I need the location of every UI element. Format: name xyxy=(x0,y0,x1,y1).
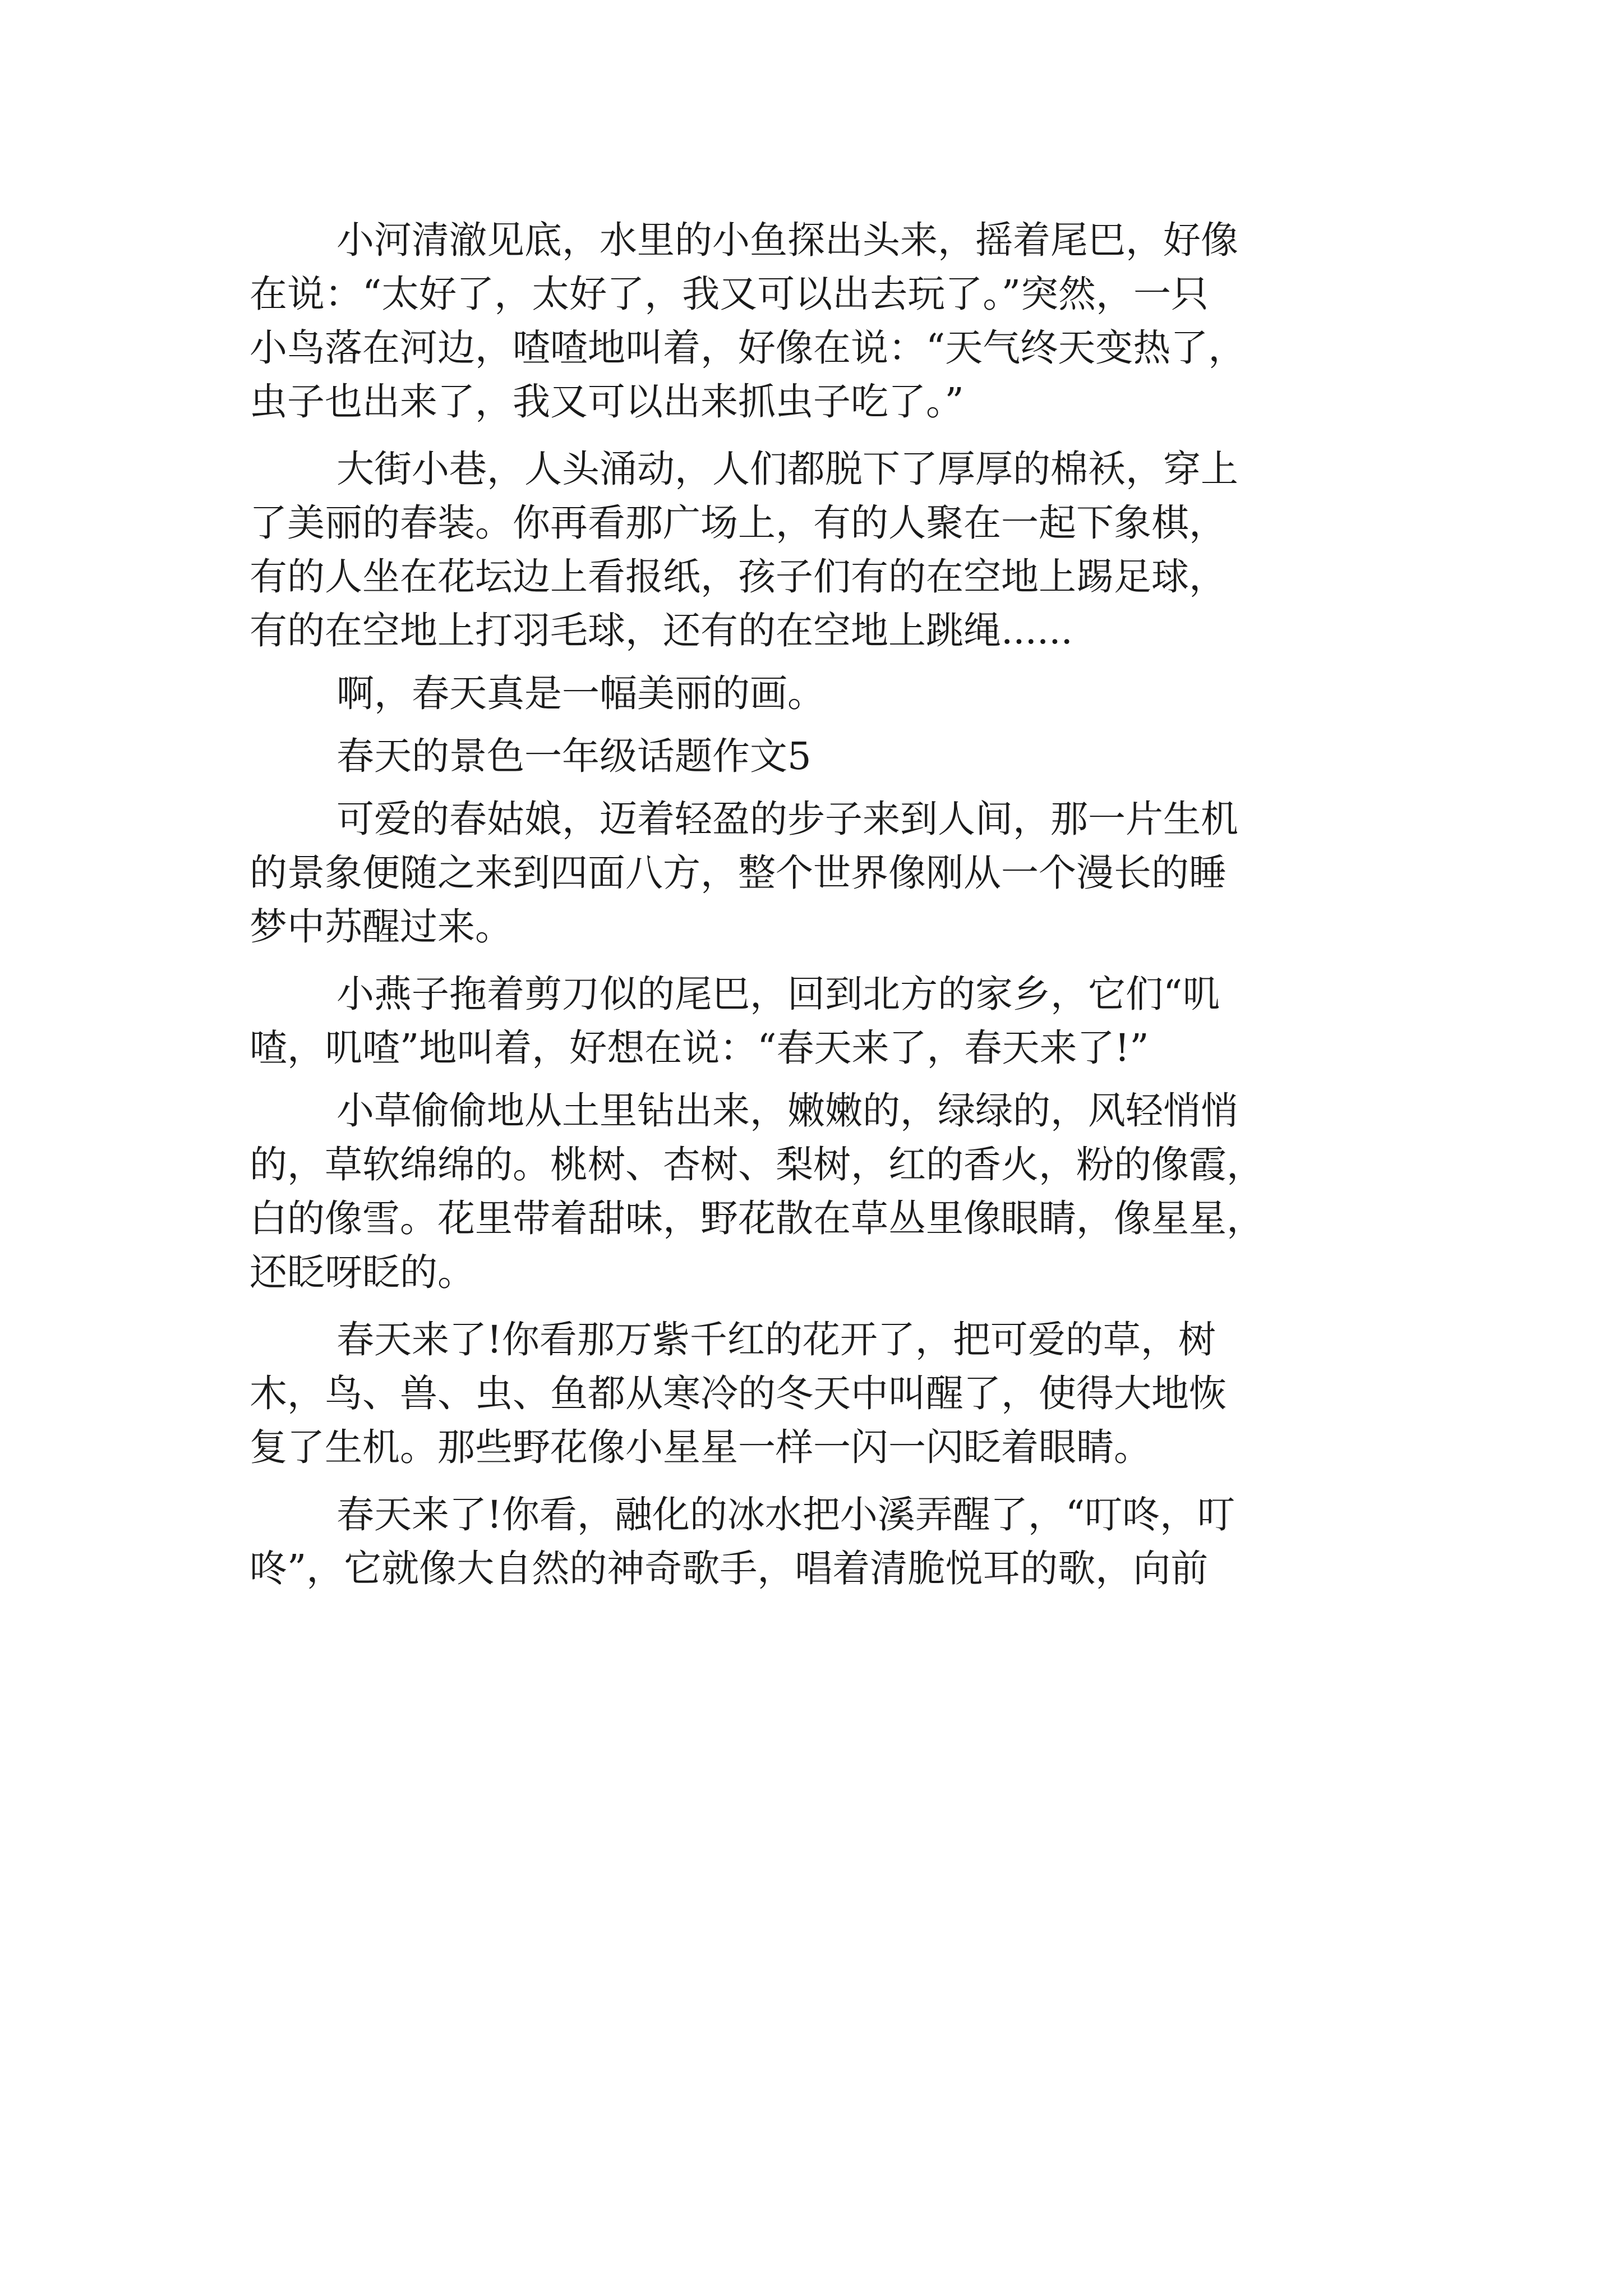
text-line: 可爱的春姑娘，迈着轻盈的步子来到人间，那一片生机 xyxy=(336,797,1238,841)
text-line: 喳，叽喳”地叫着，好想在说：“春天来了，春天来了!” xyxy=(250,1026,1149,1070)
paragraph-1 xyxy=(250,213,1382,429)
text-line: 大街小巷，人头涌动，人们都脱下了厚厚的棉袄，穿上 xyxy=(336,447,1238,491)
text-line: 的，草软绵绵的。桃树、杏树、梨树，红的香火，粉的像霞， xyxy=(250,1143,1264,1186)
text-line: 了美丽的春装。你再看那广场上，有的人聚在一起下象棋， xyxy=(250,501,1227,545)
text-line: 在说：“太好了，太好了，我又可以出去玩了。”突然，一只 xyxy=(250,272,1209,316)
paragraph-5 xyxy=(250,792,1382,954)
text-line: 有的人坐在花坛边上看报纸，孩子们有的在空地上踢足球， xyxy=(250,555,1227,599)
paragraph-3 xyxy=(250,666,1382,720)
text-line: 春天来了!你看，融化的冰水把小溪弄醒了，“叮咚，叮 xyxy=(336,1493,1235,1536)
essay-title-text: 春天的景色一年级话题作文5 xyxy=(336,734,811,778)
text-line: 咚”，它就像大自然的神奇歌手，唱着清脆悦耳的歌，向前 xyxy=(250,1547,1209,1590)
essay-title xyxy=(250,729,1382,783)
text-line: 有的在空地上打羽毛球，还有的在空地上跳绳...... xyxy=(250,609,1073,652)
text-line: 木，鸟、兽、虫、鱼都从寒冷的冬天中叫醒了，使得大地恢 xyxy=(250,1372,1227,1415)
paragraph-8 xyxy=(250,1313,1382,1474)
text-line: 小鸟落在河边，喳喳地叫着，好像在说：“天气终天变热了， xyxy=(250,326,1246,370)
text-line: 小燕子拖着剪刀似的尾巴，回到北方的家乡，它们“叽 xyxy=(336,972,1220,1016)
text-line: 春天来了!你看那万紫千红的花开了，把可爱的草，树 xyxy=(336,1318,1216,1361)
text-line: 啊，春天真是一幅美丽的画。 xyxy=(336,671,825,715)
document-body xyxy=(250,213,1382,1595)
text-line: 白的像雪。花里带着甜味，野花散在草丛里像眼睛，像星星， xyxy=(250,1197,1264,1240)
text-line: 梦中苏醒过来。 xyxy=(250,905,513,949)
paragraph-2 xyxy=(250,442,1382,657)
paragraph-6 xyxy=(250,967,1382,1075)
text-line: 小草偷偷地从土里钻出来，嫩嫩的，绿绿的，风轻悄悄 xyxy=(336,1089,1238,1133)
text-line: 复了生机。那些野花像小星星一样一闪一闪眨着眼睛。 xyxy=(250,1425,1151,1469)
text-line: 还眨呀眨的。 xyxy=(250,1250,475,1294)
text-line: 虫子也出来了，我又可以出来抓虫子吃了。” xyxy=(250,380,964,424)
paragraph-9 xyxy=(250,1488,1382,1595)
text-line: 小河清澈见底，水里的小鱼探出头来，摇着尾巴，好像 xyxy=(336,218,1238,262)
text-line: 的景象便随之来到四面八方，整个世界像刚从一个漫长的睡 xyxy=(250,851,1227,895)
paragraph-7 xyxy=(250,1084,1382,1299)
